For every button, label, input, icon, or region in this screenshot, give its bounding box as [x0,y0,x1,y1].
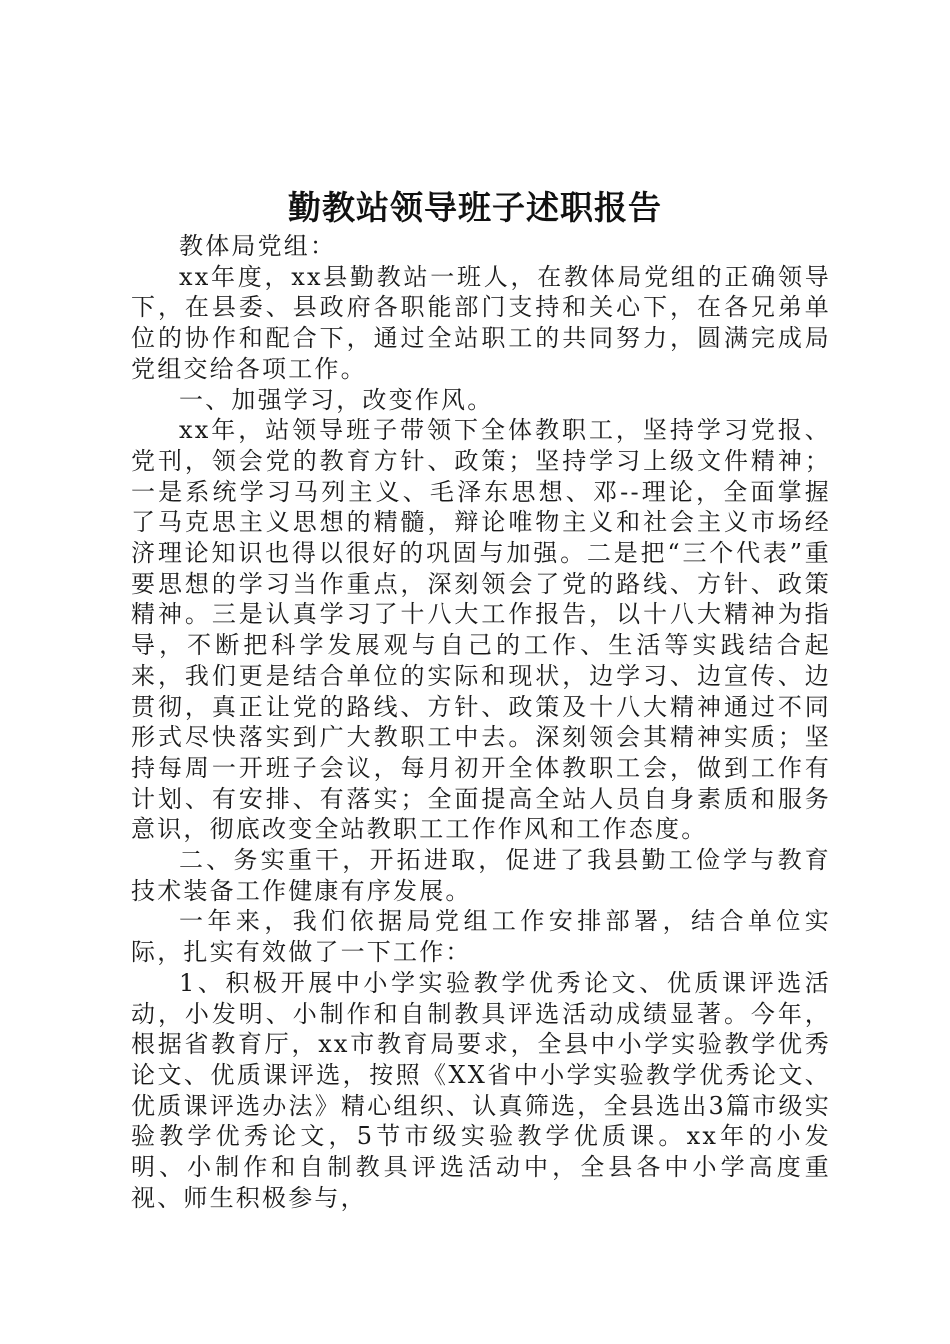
section-1-paragraph: xx年，站领导班子带领下全体教职工，坚持学习党报、党刊，领会党的教育方针、政策；坚持学习上级文件精神；一是系统学习马列主义、毛泽东思想、邓--理论，全面掌握了马克思主义思想的精髓，辩论唯物主义和社会主义市场经济理论知识也得以很好的巩固与加强。二是把“三个代表”重要思想的学习当作重点，深刻领会了党的路线、方针、政策精神。三是认真学习了十八大工作报告，以十八大精神为指导，不断把科学发展观与自己的工作、生活等实践结合起来，我们更是结合单位的实际和现状，边学习、边宣传、边贯彻，真正让党的路线、方针、政策及十八大精神通过不同形式尽快落实到广大教职工中去。深刻领会其精神实质；坚持每周一开班子会议，每月初开全体教职工会，做到工作有计划、有安排、有落实；全面提高全站人员自身素质和服务意识，彻底改变全站教职工工作作风和工作态度。 [131,416,831,844]
document-body [131,231,831,1214]
item-1-paragraph: 1、积极开展中小学实验教学优秀论文、优质课评选活动，小发明、小制作和自制教具评选活动成绩显著。今年，根据省教育厅，xx市教育局要求，全县中小学实验教学优秀论文、优质课评选，按照《XX省中小学实验教学优秀论文、优质课评选办法》精心组织、认真筛选，全县选出3篇市级实验教学优秀论文，5节市级实验教学优质课。xx年的小发明、小制作和自制教具评选活动中，全县各中小学高度重视、师生积极参与， [131,968,831,1212]
section-2-intro-paragraph: 一年来，我们依据局党组工作安排部署，结合单位实际，扎实有效做了一下工作： [131,907,831,967]
document-title: 勤教站领导班子述职报告 [288,188,662,227]
section-heading-2: 二、务实重干，开拓进取，促进了我县勤工俭学与教育技术装备工作健康有序发展。 [131,846,831,905]
intro-paragraph: xx年度，xx县勤教站一班人，在教体局党组的正确领导下，在县委、县政府各职能部门支持和关心下，在各兄弟单位的协作和配合下，通过全站职工的共同努力，圆满完成局党组交给各项工作。 [131,262,831,383]
section-heading-1: 一、加强学习，改变作风。 [179,385,494,414]
salutation: 教体局党组： [179,232,337,260]
